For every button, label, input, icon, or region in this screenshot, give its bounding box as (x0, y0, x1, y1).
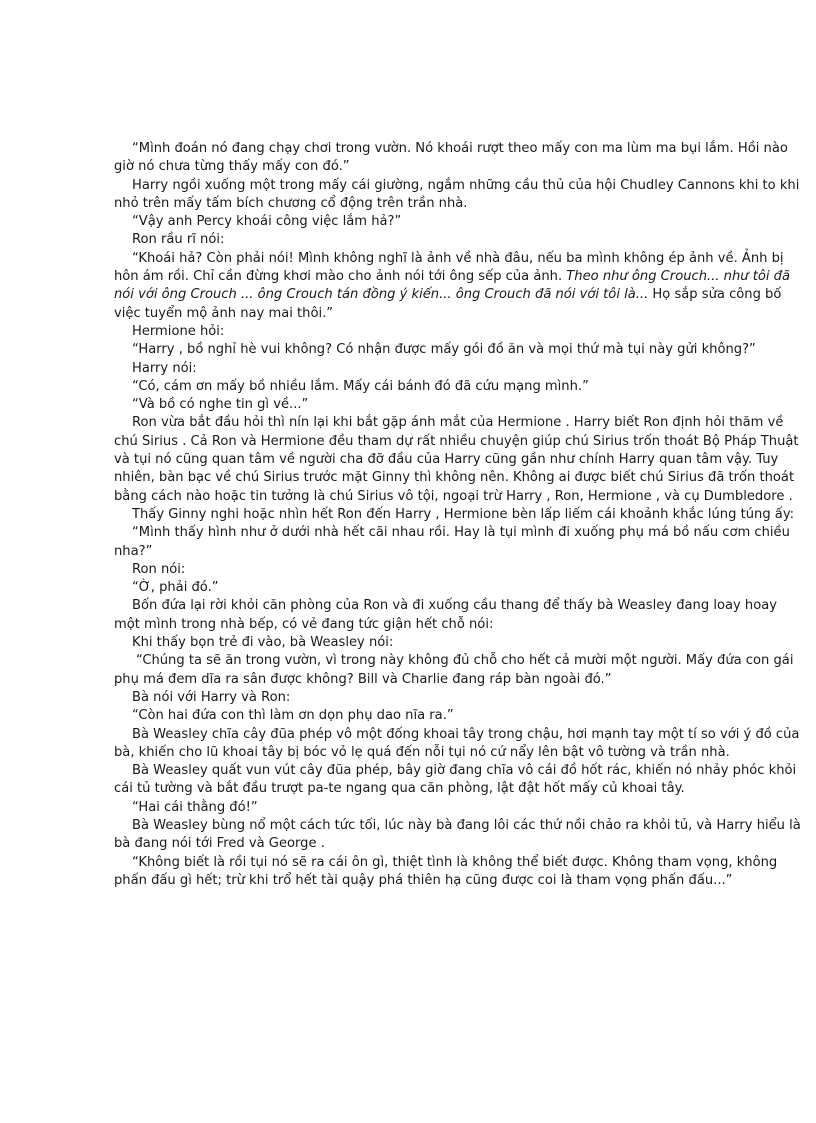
paragraph (114, 634, 804, 652)
paragraph (114, 341, 804, 359)
paragraph (114, 506, 804, 524)
text-run: “Mình đoán nó đang chạy chơi trong vườn. Nó khoái rượt theo mấy con ma lùm ma bụi lắm. Hồi nào giờ nó chưa từng thấy mấy con đó.” (114, 141, 788, 175)
paragraph (114, 177, 804, 214)
paragraph (114, 707, 804, 725)
text-run: Bà Weasley quất vun vút cây đũa phép, bây giờ đang chĩa vô cái đồ hốt rác, khiến nó nhảy phóc khỏi cái tủ tường và bắt đầu trượt pa-te ngang qua căn phòng, lật đật hốt mấy củ khoai tây. (114, 763, 797, 797)
paragraph (114, 414, 804, 505)
text-run: “Và bồ có nghe tin gì về...” (132, 397, 309, 413)
paragraph (114, 689, 804, 707)
paragraph (114, 360, 804, 378)
text-run: Thấy Ginny nghi hoặc nhìn hết Ron đến Harry , Hermione bèn lấp liếm cái khoảnh khắc lúng túng ấy: (132, 506, 795, 522)
text-run: “Ờ, phải đó.” (132, 580, 219, 596)
text-run: Khi thấy bọn trẻ đi vào, bà Weasley nói: (132, 635, 394, 651)
text-run: Bà nói với Harry và Ron: (132, 689, 291, 705)
paragraph (114, 323, 804, 341)
italic-text: Theo như ông Crouch... như tôi đã nói với ông Crouch ... ông Crouch tán đồng ý kiến... ông Crouch đã nói với tôi là... (114, 269, 790, 303)
text-run: Bốn đứa lại rời khỏi căn phòng của Ron và đi xuống cầu thang để thấy bà Weasley đang loay hoay một mình trong nhà bếp, có vẻ đang tức giận hết chỗ nói: (114, 598, 777, 632)
text-run: Họ sắp sửa công bố việc tuyển mộ ảnh nay mai thôi.” (114, 287, 782, 321)
paragraph (114, 799, 804, 817)
paragraph (114, 561, 804, 579)
paragraph (114, 854, 804, 891)
text-run: “Có, cám ơn mấy bồ nhiều lắm. Mấy cái bánh đó đã cứu mạng mình.” (132, 378, 589, 394)
text-run: “Khoái hả? Còn phải nói! Mình không nghĩ là ảnh về nhà đâu, nếu ba mình không ép ảnh về. Ảnh bị hôn ám rồi. Chỉ cần đừng khơi mào cho ảnh nói tới ông sếp của ảnh. (114, 250, 784, 285)
paragraph (114, 762, 804, 799)
paragraph (114, 378, 804, 396)
text-run: Ron nói: (132, 561, 186, 577)
text-run: Ron rầu rĩ nói: (132, 232, 225, 248)
paragraph (114, 140, 804, 177)
text-run: “Harry , bồ nghỉ hè vui không? Có nhận được mấy gói đồ ăn và mọi thứ mà tụi này gửi không?” (132, 342, 756, 358)
text-run: Bà Weasley bùng nổ một cách tức tối, lúc này bà đang lôi các thứ nồi chảo ra khỏi tủ, và Harry hiểu là bà đang nói tới Fred và George . (114, 817, 801, 852)
text-run: “Không biết là rồi tụi nó sẽ ra cái ôn gì, thiệt tình là không thể biết được. Không tham vọng, không phấn đấu gì hết; trừ khi trổ hết tài quậy phá thiên hạ cũng được coi là tham vọng phấn đấu...” (114, 854, 778, 888)
paragraph (114, 597, 804, 634)
text-run: Bà Weasley chĩa cây đũa phép vô một đống khoai tây trong chậu, hơi mạnh tay một tí so với ý đồ của bà, khiến cho lũ khoai tây bị bóc vỏ lẹ quá đến nỗi tụi nó cứ nẩy lên bật vô tường và trần nhà. (114, 726, 800, 760)
text-run: Ron vừa bắt đầu hỏi thì nín lại khi bắt gặp ánh mắt của Hermione . Harry biết Ron định hỏi thăm về chú Sirius . Cả Ron và Hermione đều tham dự rất nhiều chuyện giúp chú Sirius trốn thoát Bộ Pháp Thuật và tụi nó cũng quan tâm về người cha đỡ đầu của Harry cũng gần như chính Harry quan tâm vậy. Tuy nhiên, bàn bạc về chú Sirius trước mặt Ginny thì không nên. Không ai được biết chú Sirius đã trốn thoát bằng cách nào hoặc tin tưởng là chú Sirius vô tội, ngoại trừ Harry , Ron, Hermione , và cụ Dumbledore . (114, 415, 799, 504)
text-run: “Vậy anh Percy khoái công việc lắm hả?” (132, 214, 402, 230)
text-run: Hermione hỏi: (132, 323, 225, 339)
paragraph (114, 213, 804, 231)
text-run: “Mình thấy hình như ở dưới nhà hết cãi nhau rồi. Hay là tụi mình đi xuống phụ má bồ nấu cơm chiều nha?” (114, 525, 790, 559)
paragraph (114, 726, 804, 763)
paragraph (114, 652, 804, 689)
text-run: “Hai cái thằng đó!” (132, 799, 258, 815)
text-run: “Còn hai đứa con thì làm ơn dọn phụ dao nĩa ra.” (132, 708, 454, 724)
paragraph (114, 250, 804, 323)
paragraph (114, 396, 804, 414)
paragraph (114, 231, 804, 249)
paragraph (114, 817, 804, 854)
paragraph (114, 579, 804, 597)
text-run: Harry nói: (132, 360, 197, 376)
paragraph (114, 524, 804, 561)
document-page (114, 140, 804, 890)
text-run: “Chúng ta sẽ ăn trong vườn, vì trong này không đủ chỗ cho hết cả mười một người. Mấy đứa con gái phụ má đem dĩa ra sân được không? Bill và Charlie đang ráp bàn ngoài đó.” (114, 653, 794, 687)
text-run: Harry ngồi xuống một trong mấy cái giường, ngắm những cầu thủ của hội Chudley Cannons khi to khi nhỏ trên mấy tấm bích chương cổ động trên trần nhà. (114, 177, 800, 211)
